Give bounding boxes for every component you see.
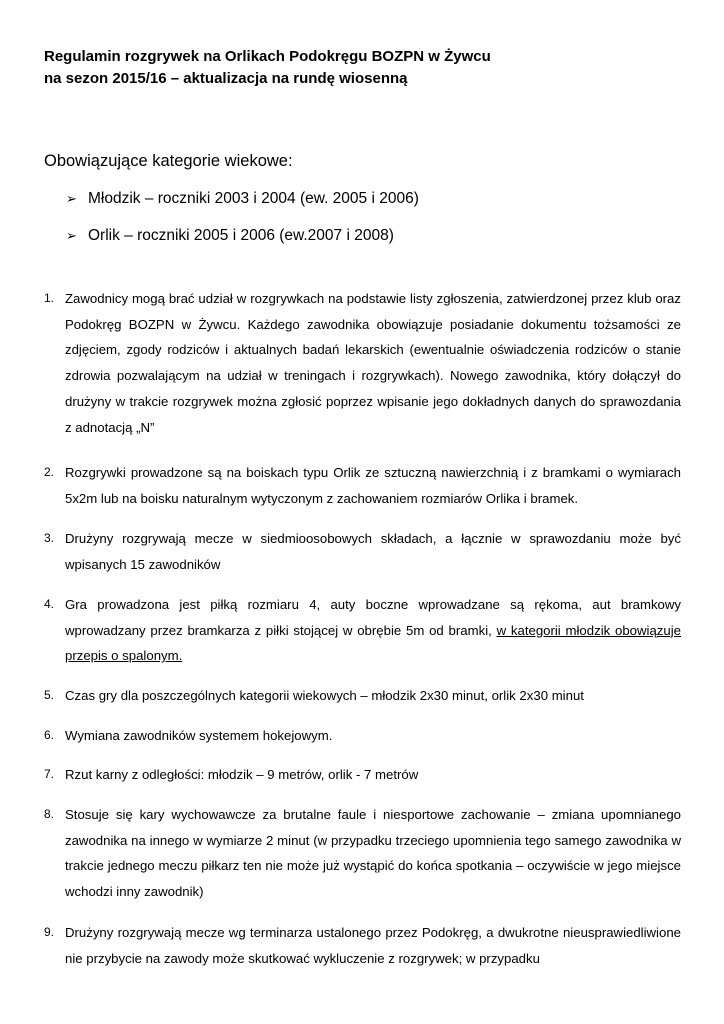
rule-item-1	[44, 286, 681, 440]
arrow-bullet-icon: ➢	[66, 191, 77, 206]
rule-text: Rozgrywki prowadzone są na boiskach typu Orlik ze sztuczną nawierzchnią i z bramkami o wymiarach 5x2m lub na boisku naturalnym wytyczonym z zachowaniem rozmiarów Orlika i bramek.	[65, 465, 681, 506]
rule-item-3	[44, 526, 681, 577]
category-text: Młodzik – roczniki 2003 i 2004 (ew. 2005 i 2006)	[88, 190, 419, 207]
rule-number: 3.	[44, 531, 55, 545]
rule-text: Drużyny rozgrywają mecze w siedmioosobowych składach, a łącznie w sprawozdaniu może być wpisanych 15 zawodników	[65, 531, 681, 572]
rule-item-9	[44, 920, 681, 971]
title-line-2: na sezon 2015/16 – aktualizacja na rundę wiosenną	[44, 70, 408, 87]
rule-text: Rzut karny z odległości: młodzik – 9 metrów, orlik - 7 metrów	[65, 767, 419, 782]
rule-number: 8.	[44, 807, 55, 821]
rule-item-8	[44, 802, 681, 905]
rule-text-main: Gra prowadzona jest piłką rozmiaru 4, auty boczne wprowadzane są rękoma, aut bramkowy wprowadzany przez bramkarza z piłki stojącej w obrębie 5m od bramki,	[65, 597, 681, 638]
rule-text: Wymiana zawodników systemem hokejowym.	[65, 728, 333, 743]
rule-text: Stosuje się kary wychowawcze za brutalne faule i niesportowe zachowanie – zmiana upomnianego zawodnika na innego w wymiarze 2 minut (w przypadku trzeciego upomnienia tego samego zawodnika w trakcie jednego meczu piłkarz ten nie może już wystąpić do końca spotkania – oczywiście w jego miejsce wchodzi inny zawodnik)	[65, 807, 681, 900]
rule-number: 5.	[44, 688, 55, 702]
rule-item-4	[44, 592, 681, 669]
rule-number: 4.	[44, 597, 55, 611]
rule-number: 1.	[44, 291, 55, 305]
rule-text: Czas gry dla poszczególnych kategorii wiekowych – młodzik 2x30 minut, orlik 2x30 minut	[65, 688, 584, 703]
rule-text	[65, 592, 681, 669]
category-item-mlodzik	[66, 190, 419, 208]
rule-number: 9.	[44, 925, 55, 939]
category-item-orlik	[66, 227, 394, 245]
rule-number: 2.	[44, 465, 55, 479]
rule-text: Zawodnicy mogą brać udział w rozgrywkach na podstawie listy zgłoszenia, zatwierdzonej przez klub oraz Podokręg BOZPN w Żywcu. Każdego zawodnika obowiązuje posiadanie dokumentu tożsamości ze zdjęciem, zgody rodziców i aktualnych badań lekarskich (ewentualnie oświadczenia rodziców o stanie zdrowia pozwalającym na udział w treningach i rozgrywkach). Nowego zawodnika, który dołączył do drużyny w trakcie rozgrywek można zgłosić poprzez wpisanie jego dokładnych danych do sprawozdania z adnotacją „N”	[65, 291, 681, 435]
rule-text: Drużyny rozgrywają mecze wg terminarza ustalonego przez Podokręg, a dwukrotne nieusprawiedliwione nie przybycie na zawody może skutkować wykluczenie z rozgrywek; w przypadku	[65, 925, 681, 966]
rule-item-6	[44, 723, 681, 749]
title-line-1: Regulamin rozgrywek na Orlikach Podokręgu BOZPN w Żywcu	[44, 48, 491, 65]
rule-item-7	[44, 762, 681, 788]
rule-text-underlined: w kategorii młodzik obowiązuje przepis o spalonym.	[65, 622, 681, 664]
rule-item-5	[44, 683, 681, 709]
rule-number: 7.	[44, 767, 55, 781]
rule-item-2	[44, 460, 681, 511]
document-title	[44, 46, 491, 90]
arrow-bullet-icon: ➢	[66, 228, 77, 243]
categories-heading: Obowiązujące kategorie wiekowe:	[44, 152, 293, 170]
rule-number: 6.	[44, 728, 55, 742]
category-text: Orlik – roczniki 2005 i 2006 (ew.2007 i 2008)	[88, 227, 394, 244]
